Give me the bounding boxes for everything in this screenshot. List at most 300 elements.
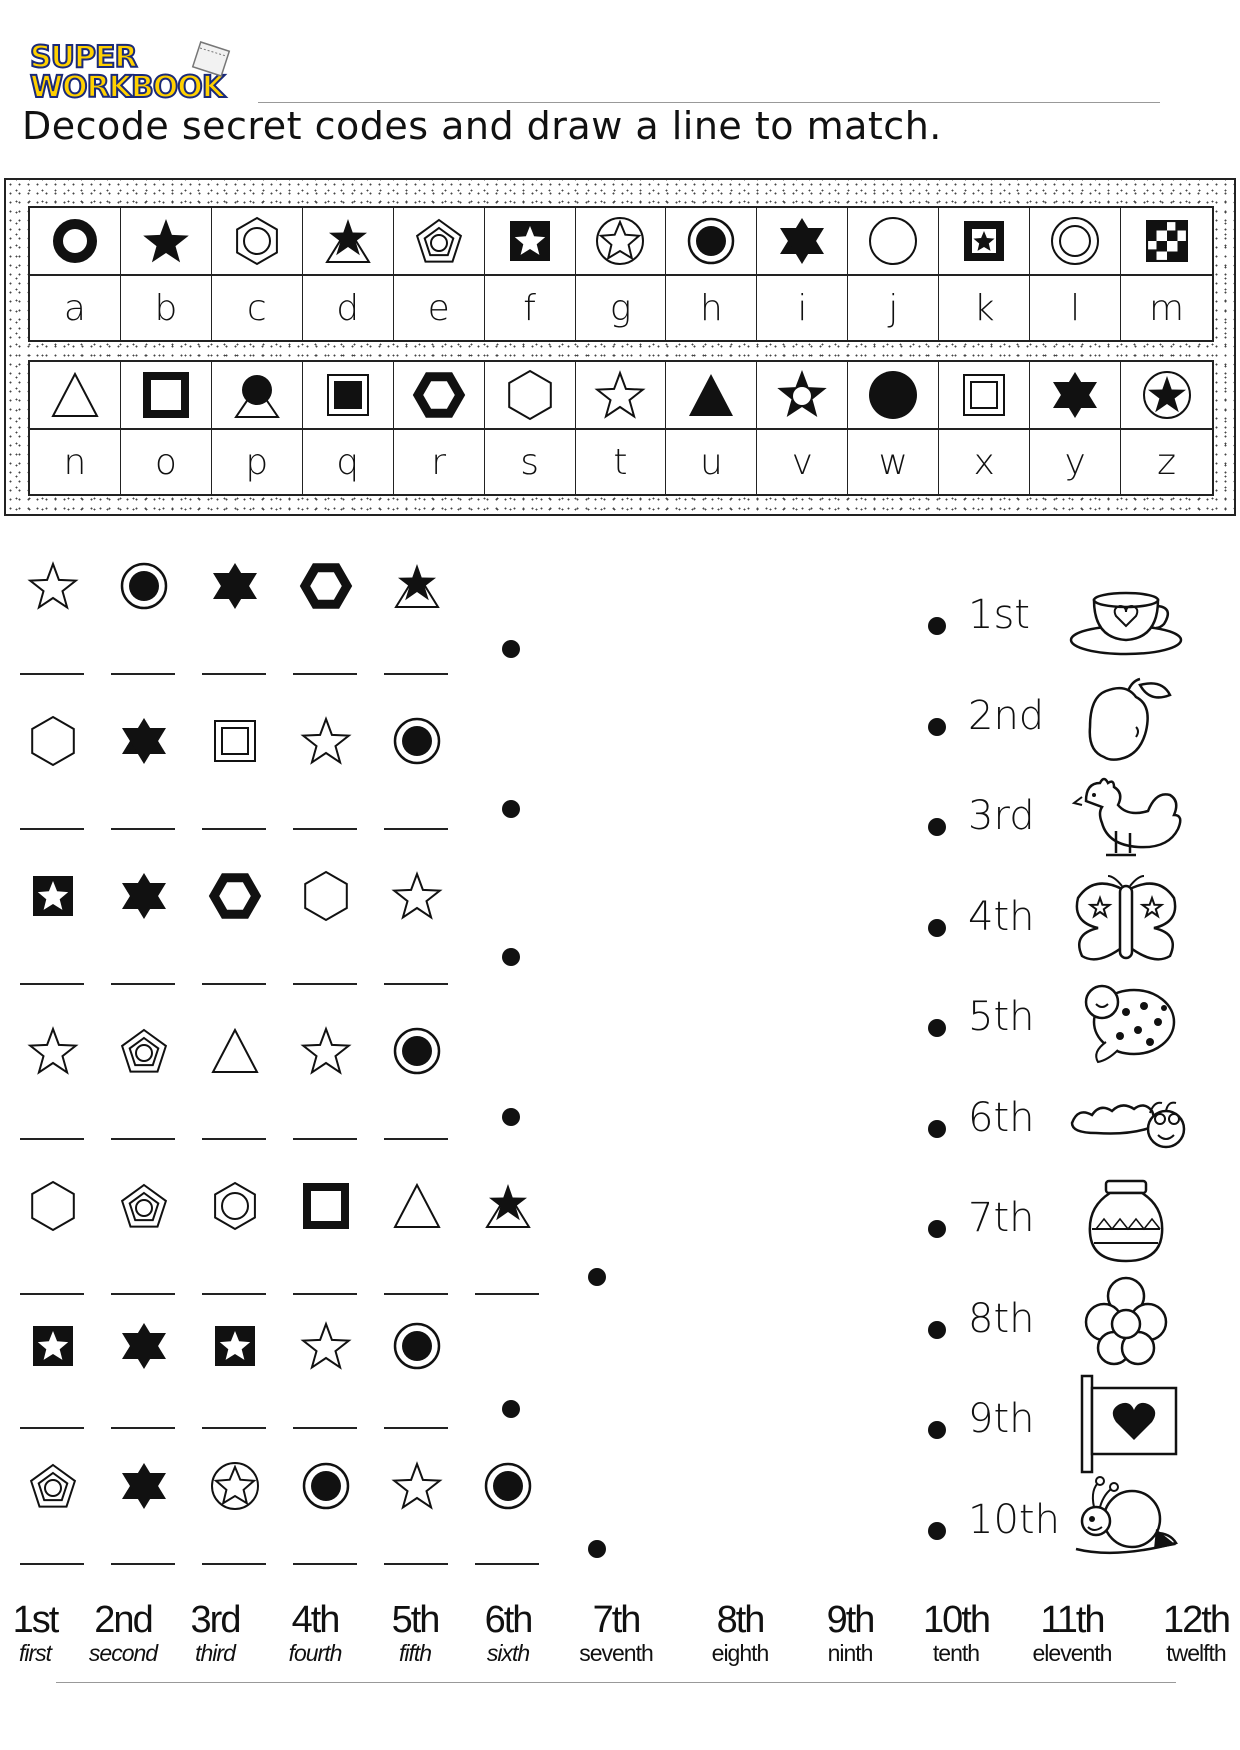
puzzle-symbol: [386, 710, 448, 772]
answer-blank[interactable]: [475, 1293, 539, 1295]
match-dot-right[interactable]: [928, 1522, 946, 1540]
puzzle-symbol: [113, 1175, 175, 1237]
key-symbol: [212, 362, 302, 430]
ordinal-tenth: [906, 1600, 1006, 1667]
footer-line: [56, 1682, 1176, 1683]
puzzle-symbol: [386, 1020, 448, 1082]
puzzle-symbol: [22, 1020, 84, 1082]
black-triangle-symbol: [686, 370, 736, 420]
key-cell-u: [666, 362, 757, 494]
code-key-row-1: [28, 206, 1214, 342]
puzzle-symbol: [204, 865, 266, 927]
key-symbol: [848, 208, 938, 276]
star-in-black-square-symbol: [28, 1321, 78, 1371]
double-square-symbol: [210, 716, 260, 766]
match-dot-right[interactable]: [928, 919, 946, 937]
answer-blank[interactable]: [111, 1427, 175, 1429]
star-triangle-symbol: [392, 561, 442, 611]
answer-blank[interactable]: [111, 828, 175, 830]
key-letter: k: [973, 287, 995, 329]
snail-icon: [1066, 1475, 1186, 1575]
answer-blank[interactable]: [111, 1138, 175, 1140]
rank-label: 2nd: [968, 692, 1045, 739]
answer-blank[interactable]: [384, 1293, 448, 1295]
puzzle-symbol: [113, 1455, 175, 1517]
open-star-symbol: [301, 1026, 351, 1076]
answer-blank[interactable]: [384, 673, 448, 675]
puzzle-symbol: [295, 1020, 357, 1082]
puzzle-symbol: [386, 1455, 448, 1517]
logo-line-1: SUPER: [30, 40, 137, 75]
answer-blank[interactable]: [293, 1563, 357, 1565]
puzzle-symbol: [113, 555, 175, 617]
answer-blank[interactable]: [20, 673, 84, 675]
ordinal-number: 6th: [484, 1599, 532, 1641]
key-cell-y: [1030, 362, 1121, 494]
key-symbol: [394, 362, 484, 430]
key-cell-d: [303, 208, 394, 340]
open-star-symbol: [301, 716, 351, 766]
rank-picture: [1066, 872, 1186, 962]
puzzle-symbol: [22, 865, 84, 927]
butterfly-icon: [1066, 872, 1186, 972]
key-letter: i: [797, 287, 808, 329]
key-letter: a: [63, 287, 86, 329]
open-triangle-symbol: [392, 1181, 442, 1231]
heart-flag-icon: [1066, 1374, 1186, 1474]
key-cell-g: [576, 208, 667, 340]
answer-blank[interactable]: [293, 828, 357, 830]
code-key-panel: [4, 178, 1236, 516]
key-letter: z: [1157, 441, 1176, 483]
open-circle-symbol: [868, 216, 918, 266]
circle-dot-symbol: [392, 716, 442, 766]
key-cell-l: [1030, 208, 1121, 340]
key-cell-m: [1121, 208, 1212, 340]
answer-blank[interactable]: [384, 828, 448, 830]
teacup-icon: [1066, 570, 1186, 670]
thick-hexagon-ring-symbol: [301, 561, 351, 611]
key-cell-j: [848, 208, 939, 340]
key-symbol: [757, 362, 847, 430]
key-symbol: [1121, 362, 1212, 430]
hen-icon: [1066, 771, 1186, 871]
answer-blank[interactable]: [202, 1427, 266, 1429]
key-symbol: [576, 208, 666, 276]
puzzle-symbol: [386, 865, 448, 927]
key-cell-x: [939, 362, 1030, 494]
name-line: [258, 102, 1160, 103]
answer-blank[interactable]: [111, 673, 175, 675]
key-letter: h: [700, 287, 723, 329]
super-workbook-logo: [28, 40, 248, 110]
pentagon-in-pentagon-symbol: [119, 1026, 169, 1076]
key-symbol: [666, 208, 756, 276]
ordinal-fourth: [265, 1600, 365, 1667]
answer-blank[interactable]: [293, 1293, 357, 1295]
puzzle-symbol: [204, 1175, 266, 1237]
star-with-circle-symbol: [777, 370, 827, 420]
key-letter: x: [973, 441, 995, 483]
rank-picture: [1066, 1073, 1186, 1163]
ordinal-number: 8th: [716, 1599, 764, 1641]
circle-dot-symbol: [483, 1461, 533, 1511]
puzzle-symbol: [204, 710, 266, 772]
key-symbol: [757, 208, 847, 276]
black-star-in-circle-symbol: [1142, 370, 1192, 420]
key-symbol: [485, 208, 575, 276]
rank-picture: [1066, 1374, 1186, 1464]
star-in-black-square-symbol: [28, 871, 78, 921]
key-cell-w: [848, 362, 939, 494]
match-dot-left[interactable]: [588, 1268, 606, 1286]
puzzle-symbol: [477, 1455, 539, 1517]
answer-blank[interactable]: [384, 1427, 448, 1429]
key-letter: n: [63, 441, 87, 483]
key-symbol: [1121, 208, 1212, 276]
star-in-black-square-symbol: [210, 1321, 260, 1371]
key-symbol: [212, 208, 302, 276]
match-dot-right[interactable]: [928, 718, 946, 736]
key-cell-c: [212, 208, 303, 340]
puzzle-symbol: [22, 555, 84, 617]
key-cell-s: [485, 362, 576, 494]
key-symbol: [576, 362, 666, 430]
answer-blank[interactable]: [384, 1563, 448, 1565]
puzzle-symbol: [295, 1455, 357, 1517]
open-hexagon-symbol: [28, 1181, 78, 1231]
ordinal-word: seventh: [579, 1640, 653, 1666]
ordinal-seventh: [566, 1600, 666, 1667]
answer-blank[interactable]: [202, 673, 266, 675]
answer-blank[interactable]: [111, 1563, 175, 1565]
match-dot-right[interactable]: [928, 1421, 946, 1439]
ordinal-number: 7th: [592, 1599, 640, 1641]
key-letter: r: [431, 441, 447, 483]
rank-picture: [1066, 671, 1186, 761]
key-letter: e: [427, 287, 450, 329]
rank-label: 4th: [968, 893, 1035, 940]
rank-picture: [1066, 1475, 1186, 1565]
pentagon-in-pentagon-symbol: [414, 216, 464, 266]
puzzle-symbol: [22, 1315, 84, 1377]
puzzle-symbol: [477, 1175, 539, 1237]
key-symbol: [939, 208, 1029, 276]
key-cell-p: [212, 362, 303, 494]
black-star-symbol: [141, 216, 191, 266]
notepad-icon: [188, 40, 238, 80]
ordinal-eleventh: [1022, 1600, 1122, 1667]
ordinal-number: 2nd: [94, 1599, 152, 1641]
pentagon-in-pentagon-symbol: [119, 1181, 169, 1231]
answer-blank[interactable]: [293, 983, 357, 985]
puzzle-symbol: [295, 1175, 357, 1237]
answer-blank[interactable]: [293, 1138, 357, 1140]
match-dot-left[interactable]: [502, 948, 520, 966]
key-symbol: [303, 208, 393, 276]
match-dot-right[interactable]: [928, 1220, 946, 1238]
match-dot-left[interactable]: [588, 1540, 606, 1558]
ordinal-word: eleventh: [1032, 1640, 1112, 1666]
puzzle-symbol: [295, 555, 357, 617]
ladybug-icon: [1066, 972, 1186, 1072]
rank-label: 5th: [968, 994, 1035, 1040]
match-dot-right[interactable]: [928, 617, 946, 635]
key-letter: w: [878, 441, 908, 483]
instruction-text: Decode secret codes and draw a line to match.: [22, 104, 942, 148]
key-cell-e: [394, 208, 485, 340]
ordinal-eighth: [690, 1600, 790, 1667]
rank-label: 3rd: [968, 793, 1035, 839]
match-dot-left[interactable]: [502, 1400, 520, 1418]
ordinal-third: [165, 1600, 265, 1667]
open-star-symbol: [392, 871, 442, 921]
key-cell-a: [30, 208, 121, 340]
ordinal-sixth: [458, 1600, 558, 1667]
ordinal-number: 5th: [391, 1599, 439, 1641]
answer-blank[interactable]: [111, 983, 175, 985]
black-six-star-symbol: [119, 871, 169, 921]
black-six-star-symbol: [777, 216, 827, 266]
open-star-symbol: [301, 1321, 351, 1371]
answer-blank[interactable]: [111, 1293, 175, 1295]
thick-hexagon-ring-symbol: [414, 370, 464, 420]
rank-label: 8th: [968, 1295, 1035, 1342]
ordinal-second: [73, 1600, 173, 1667]
key-letter: b: [154, 287, 178, 329]
key-cell-h: [666, 208, 757, 340]
hexagon-circle-symbol: [210, 1181, 260, 1231]
answer-blank[interactable]: [202, 828, 266, 830]
circle-dot-symbol: [392, 1321, 442, 1371]
double-square-symbol: [959, 370, 1009, 420]
key-letter: m: [1148, 287, 1185, 329]
checker-square-symbol: [1142, 216, 1192, 266]
apple-icon: [1066, 671, 1186, 771]
rank-label: 6th: [968, 1094, 1035, 1141]
match-dot-right[interactable]: [928, 1120, 946, 1138]
answer-blank[interactable]: [20, 1138, 84, 1140]
circle-dot-symbol: [119, 561, 169, 611]
match-dot-left[interactable]: [502, 1108, 520, 1126]
key-cell-i: [757, 208, 848, 340]
key-letter: f: [523, 287, 536, 329]
black-six-star-symbol: [119, 716, 169, 766]
ordinal-word: second: [88, 1640, 158, 1666]
open-triangle-symbol: [210, 1026, 260, 1076]
puzzle-symbol: [204, 1455, 266, 1517]
key-cell-q: [303, 362, 394, 494]
key-letter: p: [245, 441, 269, 483]
thick-ring-symbol: [50, 216, 100, 266]
answer-blank[interactable]: [20, 1563, 84, 1565]
ordinal-number: 4th: [291, 1599, 339, 1641]
black-six-star-symbol: [119, 1461, 169, 1511]
key-letter: v: [791, 441, 813, 483]
key-cell-r: [394, 362, 485, 494]
key-letter: y: [1064, 441, 1086, 483]
match-dot-right[interactable]: [928, 1321, 946, 1339]
black-six-star-symbol: [119, 1321, 169, 1371]
key-symbol: [30, 362, 120, 430]
key-letter: l: [1070, 287, 1081, 329]
circle-dot-symbol: [301, 1461, 351, 1511]
key-cell-b: [121, 208, 212, 340]
open-hexagon-symbol: [505, 370, 555, 420]
rank-picture: [1066, 1173, 1186, 1263]
answer-blank[interactable]: [475, 1563, 539, 1565]
answer-blank[interactable]: [293, 1427, 357, 1429]
ordinal-word: eighth: [711, 1640, 769, 1666]
key-cell-n: [30, 362, 121, 494]
answer-blank[interactable]: [202, 1138, 266, 1140]
rank-label: 9th: [968, 1396, 1035, 1442]
black-circle-symbol: [868, 370, 918, 420]
puzzle-symbol: [204, 1020, 266, 1082]
key-symbol: [121, 208, 211, 276]
key-symbol: [121, 362, 211, 430]
puzzle-symbol: [22, 1175, 84, 1237]
ordinal-word: fourth: [288, 1640, 342, 1666]
key-symbol: [303, 362, 393, 430]
flower-icon: [1066, 1274, 1186, 1374]
rank-picture: [1066, 570, 1186, 660]
match-dot-left[interactable]: [502, 800, 520, 818]
puzzle-symbol: [295, 865, 357, 927]
puzzle-symbol: [113, 865, 175, 927]
puzzle-symbol: [386, 1175, 448, 1237]
key-cell-k: [939, 208, 1030, 340]
star-in-black-square-symbol: [505, 216, 555, 266]
ordinal-fifth: [365, 1600, 465, 1667]
puzzle-symbol: [113, 1020, 175, 1082]
match-dot-right[interactable]: [928, 1019, 946, 1037]
star-triangle-symbol: [323, 216, 373, 266]
open-star-symbol: [595, 370, 645, 420]
key-letter: c: [246, 287, 267, 329]
code-key-row-2: [28, 360, 1214, 496]
puzzle-symbol: [22, 1455, 84, 1517]
ordinal-word: sixth: [486, 1640, 530, 1666]
ordinal-word: tenth: [932, 1640, 980, 1666]
ordinal-number: 12th: [1163, 1599, 1229, 1641]
answer-blank[interactable]: [20, 1427, 84, 1429]
key-symbol: [30, 208, 120, 276]
ordinal-number: 11th: [1040, 1599, 1104, 1641]
jar-icon: [1066, 1173, 1186, 1273]
open-triangle-symbol: [50, 370, 100, 420]
answer-blank[interactable]: [20, 983, 84, 985]
double-circle-symbol: [1050, 216, 1100, 266]
dotted-black-square-symbol: [959, 216, 1009, 266]
puzzle-symbol: [386, 1315, 448, 1377]
rank-label: 1st: [968, 592, 1030, 638]
open-hexagon-symbol: [28, 716, 78, 766]
open-hexagon-symbol: [301, 871, 351, 921]
key-cell-t: [576, 362, 667, 494]
puzzle-symbol: [386, 555, 448, 617]
answer-blank[interactable]: [202, 1293, 266, 1295]
pentagon-in-pentagon-symbol: [28, 1461, 78, 1511]
ordinal-word: fifth: [398, 1640, 432, 1666]
thick-square-symbol: [141, 370, 191, 420]
key-letter: o: [154, 441, 177, 483]
hexagon-circle-symbol: [232, 216, 282, 266]
key-cell-f: [485, 208, 576, 340]
black-six-star-symbol: [210, 561, 260, 611]
circle-dot-symbol: [392, 1026, 442, 1076]
answer-blank[interactable]: [384, 983, 448, 985]
key-cell-o: [121, 362, 212, 494]
key-symbol: [1030, 208, 1120, 276]
puzzle-symbol: [22, 710, 84, 772]
caterpillar-icon: [1066, 1073, 1186, 1173]
key-letter: d: [336, 287, 360, 329]
ordinal-number: 1st: [12, 1599, 58, 1641]
rank-picture: [1066, 972, 1186, 1062]
ordinal-word: first: [18, 1640, 52, 1666]
open-star-symbol: [392, 1461, 442, 1511]
key-letter: u: [700, 441, 723, 483]
key-symbol: [666, 362, 756, 430]
key-letter: t: [613, 441, 628, 483]
open-star-symbol: [28, 561, 78, 611]
key-symbol: [1030, 362, 1120, 430]
star-in-circle-symbol: [595, 216, 645, 266]
answer-blank[interactable]: [20, 828, 84, 830]
rank-picture: [1066, 771, 1186, 861]
key-letter: s: [520, 441, 539, 483]
ordinal-number: 9th: [826, 1599, 874, 1641]
thick-hexagon-ring-symbol: [210, 871, 260, 921]
open-star-symbol: [28, 1026, 78, 1076]
answer-blank[interactable]: [384, 1138, 448, 1140]
puzzle-symbol: [113, 710, 175, 772]
key-symbol: [394, 208, 484, 276]
ordinal-number: 3rd: [190, 1599, 240, 1641]
rank-label: 7th: [968, 1195, 1035, 1241]
ordinal-number: 10th: [923, 1599, 989, 1641]
puzzle-symbol: [204, 555, 266, 617]
key-cell-v: [757, 362, 848, 494]
puzzle-symbol: [295, 1315, 357, 1377]
rank-picture: [1066, 1274, 1186, 1364]
answer-blank[interactable]: [293, 673, 357, 675]
ordinal-word: twelfth: [1166, 1640, 1226, 1666]
logo-line-2: WORKBOOK: [30, 70, 225, 105]
square-in-square-filled-symbol: [323, 370, 373, 420]
answer-blank[interactable]: [20, 1293, 84, 1295]
black-six-star-down-symbol: [1050, 370, 1100, 420]
puzzle-symbol: [204, 1315, 266, 1377]
ordinal-word: third: [195, 1640, 235, 1666]
rank-label: 10th: [968, 1496, 1060, 1543]
puzzle-symbol: [295, 710, 357, 772]
match-dot-left[interactable]: [502, 640, 520, 658]
star-in-circle-symbol: [210, 1461, 260, 1511]
puzzle-symbol: [113, 1315, 175, 1377]
circle-on-triangle-symbol: [232, 370, 282, 420]
key-cell-z: [1121, 362, 1212, 494]
star-triangle-symbol: [483, 1181, 533, 1231]
circle-dot-symbol: [686, 216, 736, 266]
key-symbol: [939, 362, 1029, 430]
thick-square-symbol: [301, 1181, 351, 1231]
answer-blank[interactable]: [202, 983, 266, 985]
answer-blank[interactable]: [202, 1563, 266, 1565]
match-dot-right[interactable]: [928, 818, 946, 836]
key-symbol: [848, 362, 938, 430]
